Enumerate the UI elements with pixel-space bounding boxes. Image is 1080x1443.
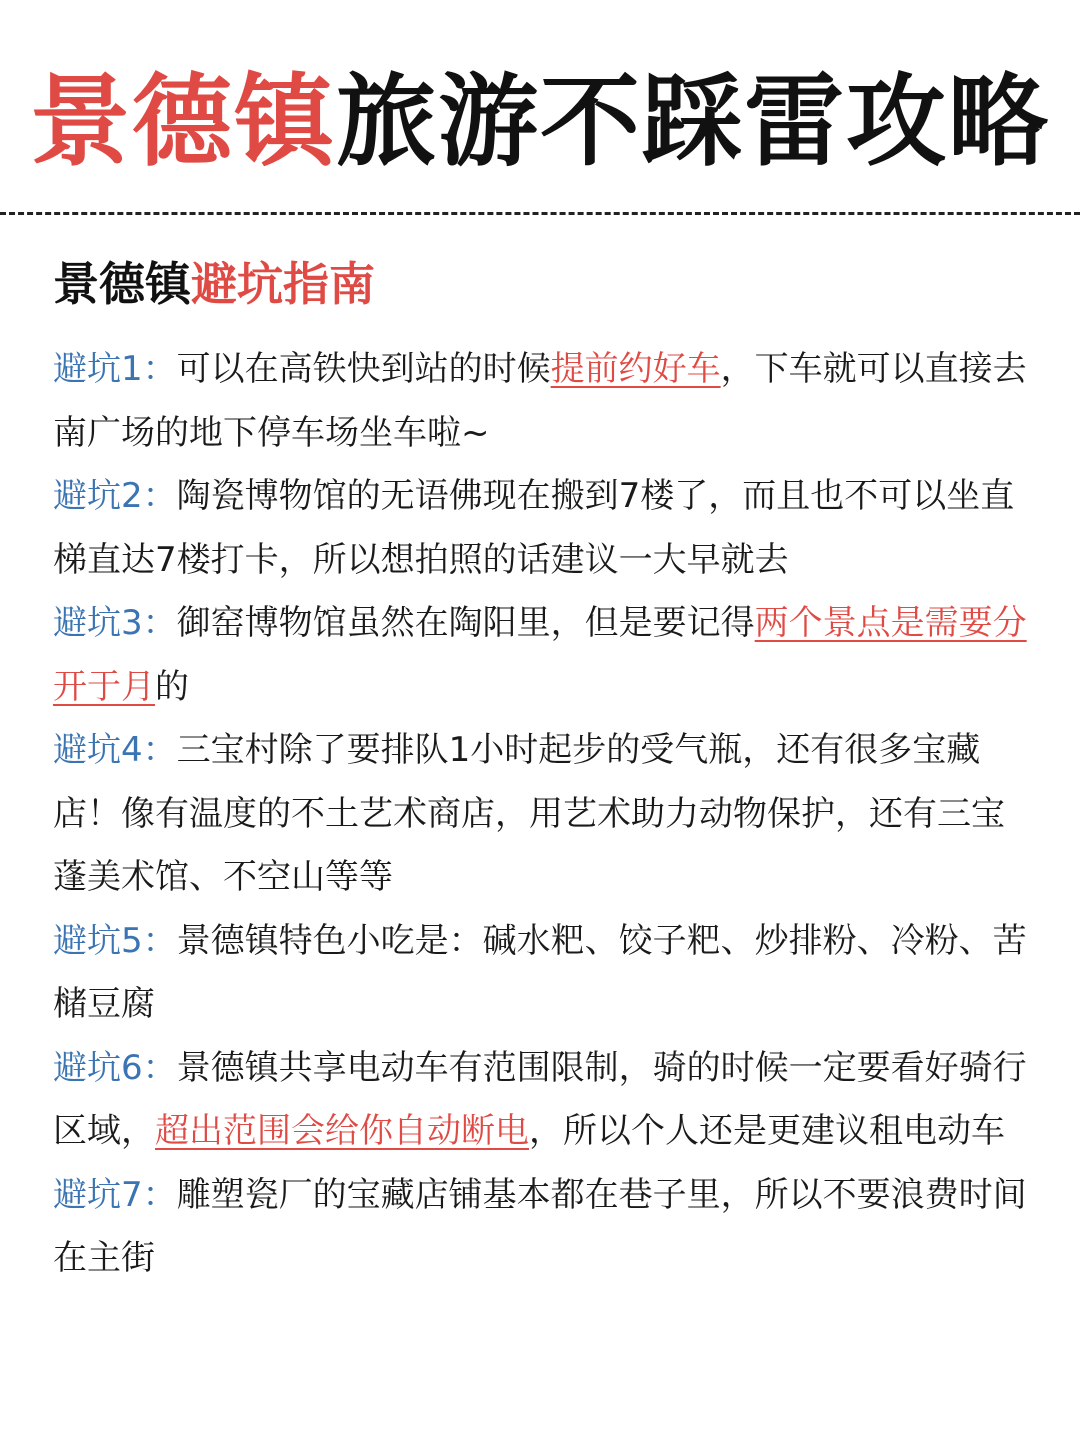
title-main: 旅游不踩雷攻略 (336, 63, 1050, 180)
tip-item-3 (53, 592, 1033, 719)
tip-label: 避坑6： (53, 1047, 177, 1088)
tip-text: 景德镇共享电动车有范围限制，骑的时候一定要看好骑行区域， (53, 1047, 1027, 1151)
tip-text: ，下车就可以直接去南广场的地下停车场坐车啦~ (53, 349, 1027, 453)
tip-highlight: 超出范围会给你自动断电 (155, 1111, 529, 1151)
title-highlight: 景德镇 (30, 63, 336, 180)
dashed-divider (0, 212, 1080, 215)
tip-label: 避坑5： (53, 920, 177, 961)
tip-text: 雕塑瓷厂的宝藏店铺基本都在巷子里，所以不要浪费时间在主街 (53, 1174, 1027, 1278)
tip-label: 避坑2： (53, 476, 177, 516)
tip-item-2 (53, 465, 1033, 592)
page-title (0, 62, 1080, 182)
tip-label: 避坑7： (53, 1174, 177, 1215)
tip-label: 避坑1： (53, 349, 177, 389)
tip-item-7 (53, 1164, 1033, 1291)
tips-list (53, 338, 1033, 1291)
tip-text: 三宝村除了要排队1小时起步的受气瓶，还有很多宝藏店！像有温度的不土艺术商店，用艺术助力动物保护，还有三宝蓬美术馆、不空山等等 (53, 730, 1005, 897)
section-heading-place: 景德镇 (53, 257, 191, 311)
tip-highlight: 提前约好车 (550, 349, 721, 389)
section-heading-highlight: 避坑指南 (191, 257, 375, 311)
section-heading (53, 252, 375, 316)
tip-text: 景德镇特色小吃是：碱水粑、饺子粑、炒排粉、冷粉、苦槠豆腐 (53, 920, 1027, 1024)
tip-item-4 (53, 719, 1033, 910)
tip-text: 御窑博物馆虽然在陶阳里，但是要记得 (176, 603, 755, 643)
tip-text: 可以在高铁快到站的时候 (176, 349, 551, 389)
tip-label: 避坑4： (53, 730, 177, 770)
tip-label: 避坑3： (53, 603, 177, 643)
tip-item-6 (53, 1037, 1033, 1164)
tip-text: ，所以个人还是更建议租电动车 (529, 1111, 1005, 1151)
tip-item-1 (53, 338, 1033, 465)
tip-item-5 (53, 910, 1033, 1037)
tip-text: 陶瓷博物馆的无语佛现在搬到7楼了，而且也不可以坐直梯直达7楼打卡，所以想拍照的话建议一大早就去 (53, 476, 1015, 580)
tip-highlight: 两个景点是需要分开于月 (53, 603, 1027, 707)
tip-text: 的 (155, 666, 189, 707)
